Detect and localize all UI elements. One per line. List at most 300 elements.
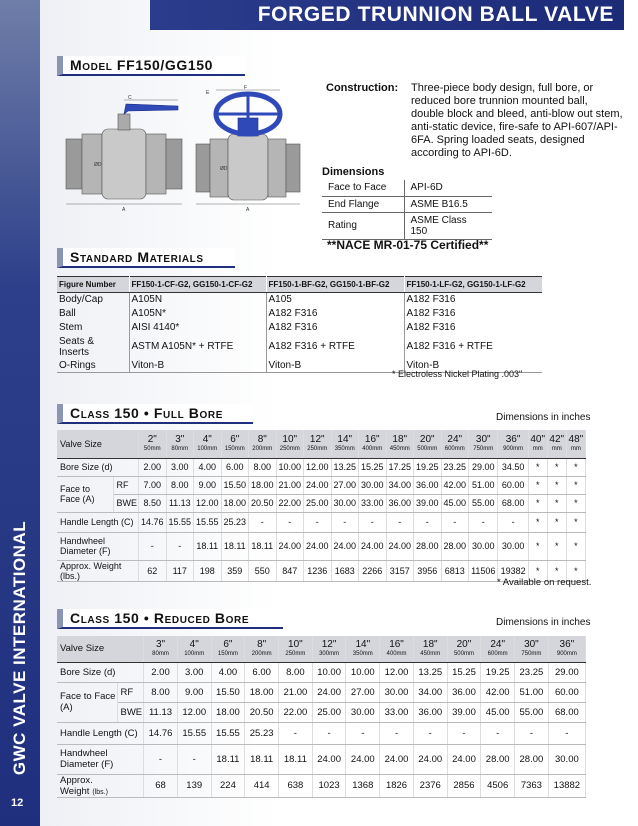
cell: 24.00 — [304, 532, 332, 560]
table-row — [57, 307, 542, 321]
cell: - — [515, 722, 549, 744]
cell: 8.00 — [249, 458, 277, 476]
cell: 36.00 — [447, 682, 481, 702]
cell: * — [528, 494, 547, 512]
cell: 30.00 — [331, 494, 359, 512]
table-row — [57, 458, 586, 476]
cell: 8.00 — [144, 682, 178, 702]
cell: 60.00 — [498, 476, 528, 494]
table-row — [57, 722, 586, 744]
weight-label: Approx. Weight (lbs.) — [60, 560, 122, 581]
cell: 18.00 — [211, 702, 245, 722]
size-mm: 50mm — [143, 446, 161, 453]
cell: 6.00 — [221, 458, 249, 476]
size-mm: 250mm — [285, 651, 306, 658]
cell: A182 F316 — [406, 322, 456, 333]
size-inch: 16" — [364, 434, 380, 446]
cell: * — [528, 512, 547, 532]
cell: - — [498, 512, 528, 532]
cell: 21.00 — [276, 476, 304, 494]
reduced-bore-heading: Class 150 • Reduced Bore — [57, 609, 283, 629]
cell: 15.50 — [221, 476, 249, 494]
brand-text: GWC VALVE INTERNATIONAL — [10, 520, 29, 775]
size-mm: 350mm — [352, 651, 373, 658]
size-header — [249, 430, 277, 458]
column-header: Figure Number — [57, 277, 129, 293]
cell: 11506 — [469, 560, 498, 581]
size-mm: mm — [551, 446, 562, 453]
cell: 45.00 — [481, 702, 515, 722]
table-row — [322, 212, 492, 239]
size-header — [221, 430, 249, 458]
row-sublabel: RF — [117, 682, 144, 702]
cell: 4506 — [481, 774, 515, 797]
cell: A105N — [129, 293, 266, 307]
size-header — [441, 430, 469, 458]
cell: 30.00 — [380, 682, 414, 702]
valve-handwheel-view — [196, 90, 300, 204]
cell: 638 — [279, 774, 313, 797]
size-header — [515, 636, 549, 662]
table-row — [322, 196, 492, 212]
cell: 24.00 — [359, 532, 387, 560]
cell: 19.25 — [414, 458, 442, 476]
cell: 2266 — [359, 560, 387, 581]
cell: End Flange — [322, 196, 404, 212]
cell: 8.00 — [279, 662, 313, 682]
cell: 550 — [249, 560, 277, 581]
cell: 3956 — [414, 560, 442, 581]
cell: 34.50 — [498, 458, 528, 476]
construction-label: Construction: — [326, 82, 399, 94]
size-mm: 250mm — [279, 446, 300, 453]
size-mm: mm — [532, 446, 543, 453]
cell: 30.00 — [469, 532, 498, 560]
size-inch: 20" — [456, 639, 472, 651]
cell: 10.00 — [346, 662, 380, 682]
size-mm: 400mm — [386, 651, 407, 658]
cell: * — [528, 532, 547, 560]
cell: 34.00 — [413, 682, 447, 702]
cell: 13.25 — [413, 662, 447, 682]
brand-vertical — [1, 515, 39, 780]
weight-unit: (lbs.) — [92, 788, 108, 796]
size-inch: 4" — [202, 434, 212, 446]
size-header — [566, 430, 585, 458]
size-mm: 100mm — [197, 446, 218, 453]
cell: 12.00 — [194, 494, 222, 512]
size-mm: 900mm — [556, 651, 577, 658]
cell: - — [166, 532, 194, 560]
table-row — [57, 321, 542, 335]
cell: * — [566, 458, 585, 476]
cell: 7.00 — [139, 476, 167, 494]
cell: 12.00 — [304, 458, 332, 476]
cell: 18.11 — [194, 532, 222, 560]
cell: 1826 — [380, 774, 414, 797]
row-label: Face to Face (A) — [57, 476, 113, 512]
dim-label-e: E — [206, 90, 210, 96]
cell: Viton-B — [404, 359, 542, 373]
size-inch: 36" — [559, 639, 575, 651]
cell: 10.00 — [276, 458, 304, 476]
size-mm: 150mm — [224, 446, 245, 453]
size-header — [279, 636, 313, 662]
cell: 24.00 — [413, 744, 447, 774]
table-row — [57, 293, 542, 307]
cell: 14.76 — [144, 722, 178, 744]
size-mm: 150mm — [217, 651, 238, 658]
cell: 30.00 — [498, 532, 528, 560]
cell: - — [144, 744, 178, 774]
table-row — [57, 494, 586, 512]
size-inch: 36" — [505, 434, 521, 446]
cell: 68 — [144, 774, 178, 797]
construction-text: Three-piece body design, full bore, or reduced bore trunnion mounted ball, double block and bleed, anti-blow out stem, anti-static device, fire-safe to API-607/API-6FA. Spring loaded seats, designed according to API-6D. — [411, 82, 623, 159]
cell: - — [177, 744, 211, 774]
full-bore-heading: Class 150 • Full Bore — [57, 404, 253, 424]
size-header — [469, 430, 498, 458]
size-header — [331, 430, 359, 458]
dim-label-a-left: A — [122, 207, 126, 213]
cell: 60.00 — [548, 682, 585, 702]
cell: 22.00 — [276, 494, 304, 512]
model-heading: Model FF150/GG150 — [57, 56, 245, 76]
size-inch: 6" — [223, 639, 233, 651]
cell: A105N* — [129, 307, 266, 321]
column-header: FF150-1-BF-G2, GG150-1-BF-G2 — [266, 277, 404, 293]
cell: 6813 — [441, 560, 469, 581]
cell: * — [566, 512, 585, 532]
cell: 33.00 — [380, 702, 414, 722]
cell: 6.00 — [245, 662, 279, 682]
size-mm: 200mm — [252, 446, 273, 453]
reduced-bore-table — [57, 636, 586, 798]
table-row — [57, 335, 542, 359]
cell: 29.00 — [469, 458, 498, 476]
cell: 15.25 — [359, 458, 387, 476]
cell: 139 — [177, 774, 211, 797]
size-mm: 450mm — [420, 651, 441, 658]
cell: 15.55 — [211, 722, 245, 744]
cell: 2856 — [447, 774, 481, 797]
size-header — [547, 430, 566, 458]
cell: 27.00 — [331, 476, 359, 494]
cell: 29.00 — [548, 662, 585, 682]
cell: 24.00 — [386, 532, 414, 560]
cell: 14.76 — [139, 512, 167, 532]
size-inch: 10" — [288, 639, 303, 651]
cell: 22.00 — [279, 702, 313, 722]
cell: - — [312, 722, 346, 744]
cell: 18.00 — [249, 476, 277, 494]
size-inch: 24" — [490, 639, 506, 651]
cell: 24.00 — [331, 532, 359, 560]
cell: 2376 — [413, 774, 447, 797]
cell: 12.00 — [380, 662, 414, 682]
cell: 13882 — [548, 774, 585, 797]
cell: 9.00 — [194, 476, 222, 494]
size-inch: 8" — [257, 639, 267, 651]
cell: 11.13 — [166, 494, 194, 512]
cell: * — [566, 532, 585, 560]
cell: 18.00 — [245, 682, 279, 702]
cell: 2.00 — [144, 662, 178, 682]
size-header — [359, 430, 387, 458]
cell: 25.00 — [312, 702, 346, 722]
cell: 24.00 — [276, 532, 304, 560]
cell: 18.11 — [221, 532, 249, 560]
cell: 12.00 — [177, 702, 211, 722]
size-header — [139, 430, 167, 458]
size-header — [413, 636, 447, 662]
dim-label-d-left: ØD — [94, 162, 102, 168]
cell: Seats & Inserts — [57, 335, 129, 359]
cell: 34.00 — [386, 476, 414, 494]
size-inch: 20" — [419, 434, 435, 446]
cell: 20.50 — [249, 494, 277, 512]
size-mm: 200mm — [251, 651, 272, 658]
size-mm: 500mm — [417, 446, 438, 453]
cell: * — [566, 560, 585, 581]
full-bore-dim-note: Dimensions in inches — [496, 412, 591, 423]
cell: 3.00 — [166, 458, 194, 476]
materials-table — [57, 276, 542, 373]
cell: 13.25 — [331, 458, 359, 476]
cell: 24.00 — [380, 744, 414, 774]
table-header-row — [57, 277, 542, 293]
page-title: FORGED TRUNNION BALL VALVE — [257, 3, 614, 26]
cell: 42.00 — [441, 476, 469, 494]
cell: API-6D — [404, 180, 492, 196]
size-mm: 750mm — [521, 651, 542, 658]
size-inch: 6" — [230, 434, 240, 446]
cell: 28.00 — [441, 532, 469, 560]
cell: - — [304, 512, 332, 532]
cell: 25.00 — [304, 494, 332, 512]
cell: - — [413, 722, 447, 744]
cell: 36.00 — [386, 494, 414, 512]
size-header — [177, 636, 211, 662]
cell: 359 — [221, 560, 249, 581]
cell: ASTM A105N* + RTFE — [129, 335, 266, 359]
cell: 23.25 — [515, 662, 549, 682]
cell: 68.00 — [548, 702, 585, 722]
size-inch: 12" — [309, 434, 325, 446]
cell: Stem — [57, 321, 129, 335]
cell: 2.00 — [139, 458, 167, 476]
size-header — [346, 636, 380, 662]
size-inch: 16" — [389, 639, 404, 651]
cell: 25.23 — [221, 512, 249, 532]
cell: 847 — [276, 560, 304, 581]
size-header — [304, 430, 332, 458]
cell: - — [441, 512, 469, 532]
title-bar — [150, 0, 624, 30]
size-inch: 4" — [189, 639, 199, 651]
cell: Rating — [322, 212, 404, 239]
weight-label: Approx. Weight — [60, 774, 93, 797]
cell: 45.00 — [441, 494, 469, 512]
row-label: Bore Size (d) — [57, 662, 144, 682]
cell: - — [359, 512, 387, 532]
valve-size-label: Valve Size — [57, 636, 144, 662]
cell: 19382 — [498, 560, 528, 581]
availability-note: * Available on request. — [497, 577, 592, 588]
cell: 1368 — [346, 774, 380, 797]
cell: A105 — [266, 293, 404, 307]
size-mm: 400mm — [362, 446, 383, 453]
cell: O-Rings — [57, 359, 129, 373]
cell: 9.00 — [177, 682, 211, 702]
cell: - — [279, 722, 313, 744]
cell: 224 — [211, 774, 245, 797]
cell: - — [380, 722, 414, 744]
table-row — [57, 682, 586, 702]
cell: - — [414, 512, 442, 532]
column-header: FF150-1-LF-G2, GG150-1-LF-G2 — [404, 277, 542, 293]
size-inch: 42" — [549, 434, 565, 446]
size-header — [386, 430, 414, 458]
row-sublabel: BWE — [113, 494, 139, 512]
size-mm: 250mm — [307, 446, 328, 453]
cell: 24.00 — [312, 682, 346, 702]
row-label — [57, 560, 139, 581]
size-mm: 900mm — [503, 446, 524, 453]
cell: Ball — [57, 307, 129, 321]
cell: * — [547, 476, 566, 494]
size-mm: 350mm — [334, 446, 355, 453]
size-header — [414, 430, 442, 458]
column-header: FF150-1-CF-G2, GG150-1-CF-G2 — [129, 277, 266, 293]
size-inch: 24" — [447, 434, 463, 446]
cell: Viton-B — [266, 359, 404, 373]
size-header — [245, 636, 279, 662]
cell: 11.13 — [144, 702, 178, 722]
cell: - — [276, 512, 304, 532]
row-label — [57, 774, 144, 797]
cell: 15.50 — [211, 682, 245, 702]
size-inch: 3" — [175, 434, 185, 446]
size-inch: 18" — [422, 639, 438, 651]
cell: - — [249, 512, 277, 532]
cell: 39.00 — [414, 494, 442, 512]
cell: - — [331, 512, 359, 532]
cell: 4.00 — [211, 662, 245, 682]
cell: 68.00 — [498, 494, 528, 512]
dimensions-table — [322, 180, 492, 240]
cell: * — [566, 476, 585, 494]
cell: 30.00 — [346, 702, 380, 722]
cell: 414 — [245, 774, 279, 797]
cell: 1683 — [331, 560, 359, 581]
table-header-row — [57, 430, 586, 458]
cell: 25.23 — [245, 722, 279, 744]
row-label: Bore Size (d) — [57, 458, 139, 476]
cell: * — [547, 458, 566, 476]
cell: 19.25 — [481, 662, 515, 682]
size-header — [312, 636, 346, 662]
cell: 55.00 — [469, 494, 498, 512]
cell: A182 F316 — [406, 294, 456, 306]
cell: - — [386, 512, 414, 532]
cell: 17.25 — [386, 458, 414, 476]
cell: 18.00 — [221, 494, 249, 512]
cell: 8.00 — [166, 476, 194, 494]
size-inch: 3" — [155, 639, 166, 651]
size-header — [481, 636, 515, 662]
dim-label-a-right: A — [246, 207, 250, 213]
table-row — [57, 702, 586, 722]
materials-body — [57, 293, 542, 373]
row-label: Handwheel Diameter (F) — [57, 532, 139, 560]
cell: * — [528, 476, 547, 494]
row-label: Handwheel Diameter (F) — [57, 744, 144, 774]
cell: 7363 — [515, 774, 549, 797]
cell: - — [139, 532, 167, 560]
size-inch: 14" — [337, 434, 353, 446]
cell: 8.50 — [139, 494, 167, 512]
cell: 39.00 — [447, 702, 481, 722]
size-mm: 80mm — [171, 446, 189, 453]
cell: - — [548, 722, 585, 744]
table-row — [57, 744, 586, 774]
size-header — [276, 430, 304, 458]
cell: - — [481, 722, 515, 744]
table-row — [57, 512, 586, 532]
cell: 198 — [194, 560, 222, 581]
cell: 36.00 — [414, 476, 442, 494]
full-bore-table — [57, 430, 586, 582]
dimensions-heading: Dimensions — [322, 166, 385, 178]
row-sublabel: RF — [113, 476, 139, 494]
cell: 18.11 — [211, 744, 245, 774]
cell: - — [447, 722, 481, 744]
cell: * — [528, 560, 547, 581]
size-inch: 2" — [147, 434, 157, 446]
table-row — [57, 476, 586, 494]
table-row — [57, 774, 586, 797]
materials-heading: Standard Materials — [57, 248, 235, 268]
cell: * — [566, 494, 585, 512]
size-header — [548, 636, 585, 662]
cell: 15.25 — [447, 662, 481, 682]
size-inch: 30" — [524, 639, 539, 651]
size-inch: 30" — [475, 434, 491, 446]
cell: - — [346, 722, 380, 744]
size-mm: 100mm — [184, 651, 205, 658]
size-inch: 10" — [282, 434, 298, 446]
page-number: 12 — [11, 797, 24, 809]
size-inch: 12" — [321, 639, 337, 651]
row-label: Face to Face (A) — [57, 682, 117, 722]
size-inch: 8" — [257, 434, 267, 446]
dim-label-c: C — [128, 95, 132, 101]
cell: 1023 — [312, 774, 346, 797]
table-row — [322, 180, 492, 196]
cell: 33.00 — [359, 494, 387, 512]
dim-label-d-right: ØD — [220, 166, 228, 172]
cell: 24.00 — [304, 476, 332, 494]
cell: 28.00 — [414, 532, 442, 560]
size-mm: 600mm — [487, 651, 508, 658]
cell: 18.11 — [249, 532, 277, 560]
cell: * — [547, 494, 566, 512]
cell: 21.00 — [279, 682, 313, 702]
size-mm: 300mm — [319, 651, 340, 658]
size-inch: 14" — [355, 639, 371, 651]
row-sublabel: BWE — [117, 702, 144, 722]
